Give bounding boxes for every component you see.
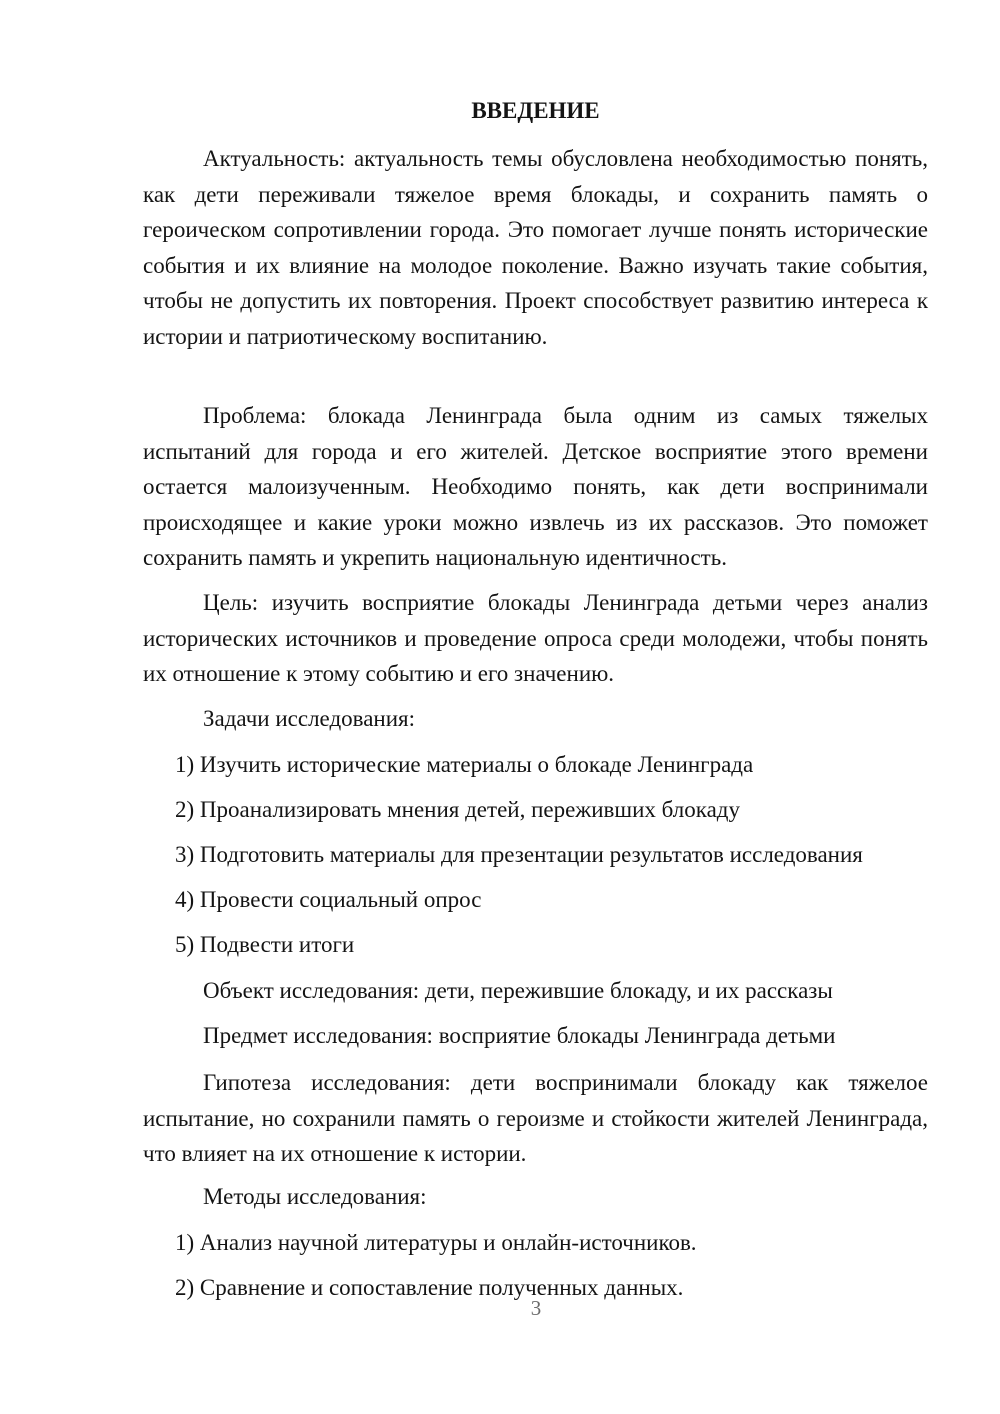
method-item: 2) Сравнение и сопоставление полученных данных. [175, 1275, 684, 1300]
hypothesis-paragraph: Гипотеза исследования: дети воспринимали блокаду как тяжелое испытание, но сохранили память о героизме и стойкости жителей Ленинграда, что влияет на их отношение к истории. [143, 1070, 928, 1166]
relevance-paragraph: Актуальность: актуальность темы обусловлена необходимостью понять, как дети переживали тяжелое время блокады, и сохранить память о героическом сопротивлении города. Это помогает лучше понять исторические события и их влияние на молодое поколение. Важно изучать такие события, чтобы не допустить их повторения. Проект способствует развитию интереса к истории и патриотическому воспитанию. [143, 146, 928, 349]
method-item: 1) Анализ научной литературы и онлайн-источников. [175, 1230, 697, 1255]
page-number: 3 [530, 1296, 542, 1320]
object-line: Объект исследования: дети, пережившие блокаду, и их рассказы [203, 978, 833, 1003]
task-item: 3) Подготовить материалы для презентации результатов исследования [175, 842, 863, 867]
goal-paragraph: Цель: изучить восприятие блокады Ленинграда детьми через анализ исторических источников и проведение опроса среди молодежи, чтобы понять их отношение к этому событию и его значению. [143, 590, 928, 686]
task-item: 5) Подвести итоги [175, 932, 355, 957]
methods-heading: Методы исследования: [203, 1184, 427, 1209]
task-item: 1) Изучить исторические материалы о блокаде Ленинграда [175, 752, 754, 777]
task-item: 2) Проанализировать мнения детей, переживших блокаду [175, 797, 740, 822]
problem-paragraph: Проблема: блокада Ленинграда была одним из самых тяжелых испытаний для города и его жителей. Детское восприятие этого времени остается малоизученным. Необходимо понять, как дети воспринимали происходящее и какие уроки можно извлечь из их рассказов. Это поможет сохранить память и укрепить национальную идентичность. [143, 403, 928, 570]
tasks-heading: Задачи исследования: [203, 706, 416, 731]
subject-line: Предмет исследования: восприятие блокады Ленинграда детьми [203, 1023, 836, 1048]
task-item: 4) Провести социальный опрос [175, 887, 482, 912]
page-title: ВВЕДЕНИЕ [471, 98, 600, 123]
